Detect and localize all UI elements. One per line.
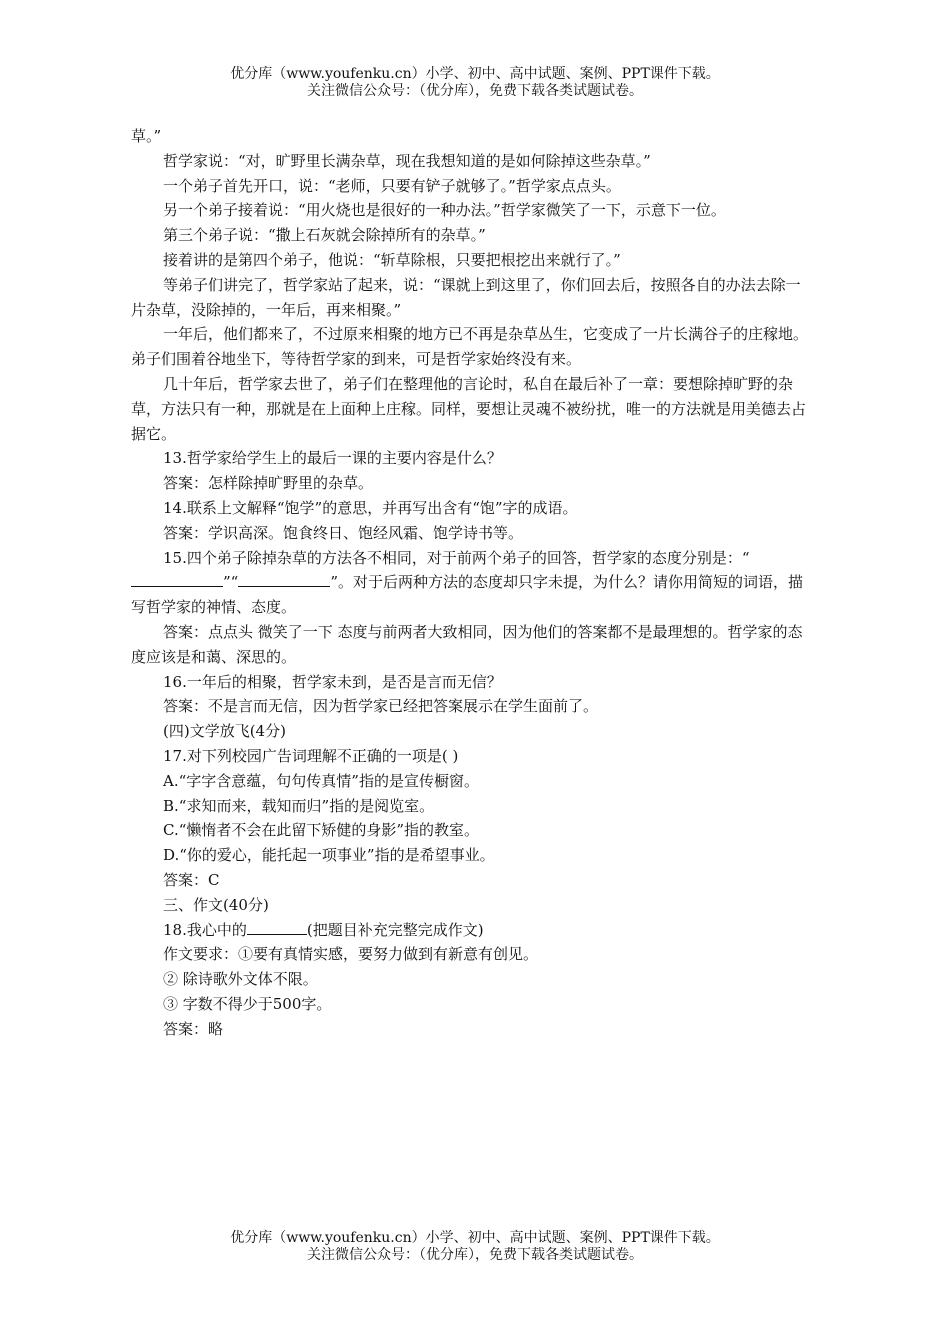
essay-requirement-2: ② 除诗歌外文体不限。 — [163, 970, 318, 989]
header-line-1: 优分库（www.youfenku.cn）小学、初中、高中试题、案例、PPT课件下载。 — [230, 66, 720, 82]
option-c: C.“懒惰者不会在此留下矫健的身影”指的教室。 — [163, 821, 480, 840]
document-body — [131, 124, 811, 1041]
question-16: 16.一年后的相聚，哲学家未到，是否是言而无信？ — [163, 672, 502, 691]
quote-pair: ”“ — [223, 573, 239, 592]
question-14: 14.联系上文解释“饱学”的意思，并再写出含有“饱”字的成语。 — [163, 498, 578, 517]
header-line-2: 关注微信公众号：（优分库），免费下载各类试题试卷。 — [307, 83, 643, 99]
question-18 — [131, 918, 811, 943]
answer-16: 答案：不是言而无信，因为哲学家已经把答案展示在学生面前了。 — [163, 697, 599, 716]
answer-18: 答案：略 — [163, 1019, 224, 1038]
question-18-prefix: 18.我心中的 — [163, 920, 247, 939]
question-18-suffix: (把题目补充完整完成作文) — [306, 920, 484, 939]
option-b: B.“求知而来，载知而归”指的是阅览室。 — [163, 796, 435, 815]
question-13: 13.哲学家给学生上的最后一课的主要内容是什么？ — [163, 449, 502, 468]
page-header — [0, 66, 950, 100]
footer-line-1: 优分库（www.youfenku.cn）小学、初中、高中试题、案例、PPT课件下载。 — [230, 1230, 720, 1246]
story-paragraph: 另一个弟子接着说：“用火烧也是很好的一种办法。”哲学家微笑了一下，示意下一位。 — [163, 201, 726, 220]
question-15 — [131, 546, 811, 620]
open-quote: “ — [741, 548, 750, 567]
question-15-tail: ”。对于后两种方法的态度却只字未提，为什么？请你用简短的词语，描写哲学家的神情、态度。 — [131, 573, 804, 617]
answer-14: 答案：学识高深。饱食终日、饱经风霜、饱学诗书等。 — [163, 523, 524, 542]
story-paragraph: 一个弟子首先开口，说：“老师，只要有铲子就够了。”哲学家点点头。 — [163, 176, 621, 195]
question-17: 17.对下列校园广告词理解不正确的一项是( ) — [163, 746, 459, 765]
story-paragraph: 一年后，他们都来了，不过原来相聚的地方已不再是杂草丛生，它变成了一片长满谷子的庄稼地。弟子们围着谷地坐下，等待哲学家的到来，可是哲学家始终没有来。 — [131, 325, 809, 369]
answer-blank-1 — [131, 571, 223, 587]
title-blank — [247, 919, 307, 935]
question-15-text: 15.四个弟子除掉杂草的方法各不相同，对于前两个弟子的回答，哲学家的态度分别是： — [163, 548, 742, 567]
story-paragraph: 几十年后，哲学家去世了，弟子们在整理他的言论时，私自在最后补了一章：要想除掉旷野的杂草，方法只有一种，那就是在上面种上庄稼。同样，要想让灵魂不被纷扰，唯一的方法就是用美德去占据它。 — [131, 374, 807, 443]
story-paragraph: 接着讲的是第四个弟子，他说：“斩草除根，只要把根挖出来就行了。” — [163, 250, 621, 269]
essay-requirement-3: ③ 字数不得少于500字。 — [163, 994, 332, 1013]
footer-line-2: 关注微信公众号：（优分库），免费下载各类试题试卷。 — [307, 1247, 643, 1263]
story-paragraph: 哲学家说：“对，旷野里长满杂草，现在我想知道的是如何除掉这些杂草。” — [163, 151, 651, 170]
story-paragraph: 等弟子们讲完了，哲学家站了起来，说：“课就上到这里了，你们回去后，按照各自的办法去除一片杂草，没除掉的，一年后，再来相聚。” — [131, 275, 801, 319]
option-d: D.“你的爱心，能托起一项事业”指的是希望事业。 — [163, 846, 495, 865]
story-paragraph: 第三个弟子说：“撒上石灰就会除掉所有的杂草。” — [163, 226, 486, 245]
answer-17: 答案：C — [163, 870, 220, 889]
story-paragraph: 草。” — [131, 127, 162, 145]
answer-blank-2 — [238, 571, 330, 587]
essay-requirement-1: 作文要求：①要有真情实感，要努力做到有新意有创见。 — [163, 945, 539, 964]
answer-15: 答案：点点头 微笑了一下 态度与前两者大致相同，因为他们的答案都不是最理想的。哲学家的态度应该是和蔼、深思的。 — [131, 622, 803, 666]
section-heading-4: (四)文学放飞(4分) — [163, 722, 286, 741]
page-footer — [0, 1230, 950, 1264]
answer-13: 答案：怎样除掉旷野里的杂草。 — [163, 474, 374, 493]
option-a: A.“字字含意蕴，句句传真情”指的是宣传橱窗。 — [163, 771, 479, 790]
section-heading-3: 三、作文(40分) — [163, 895, 269, 914]
